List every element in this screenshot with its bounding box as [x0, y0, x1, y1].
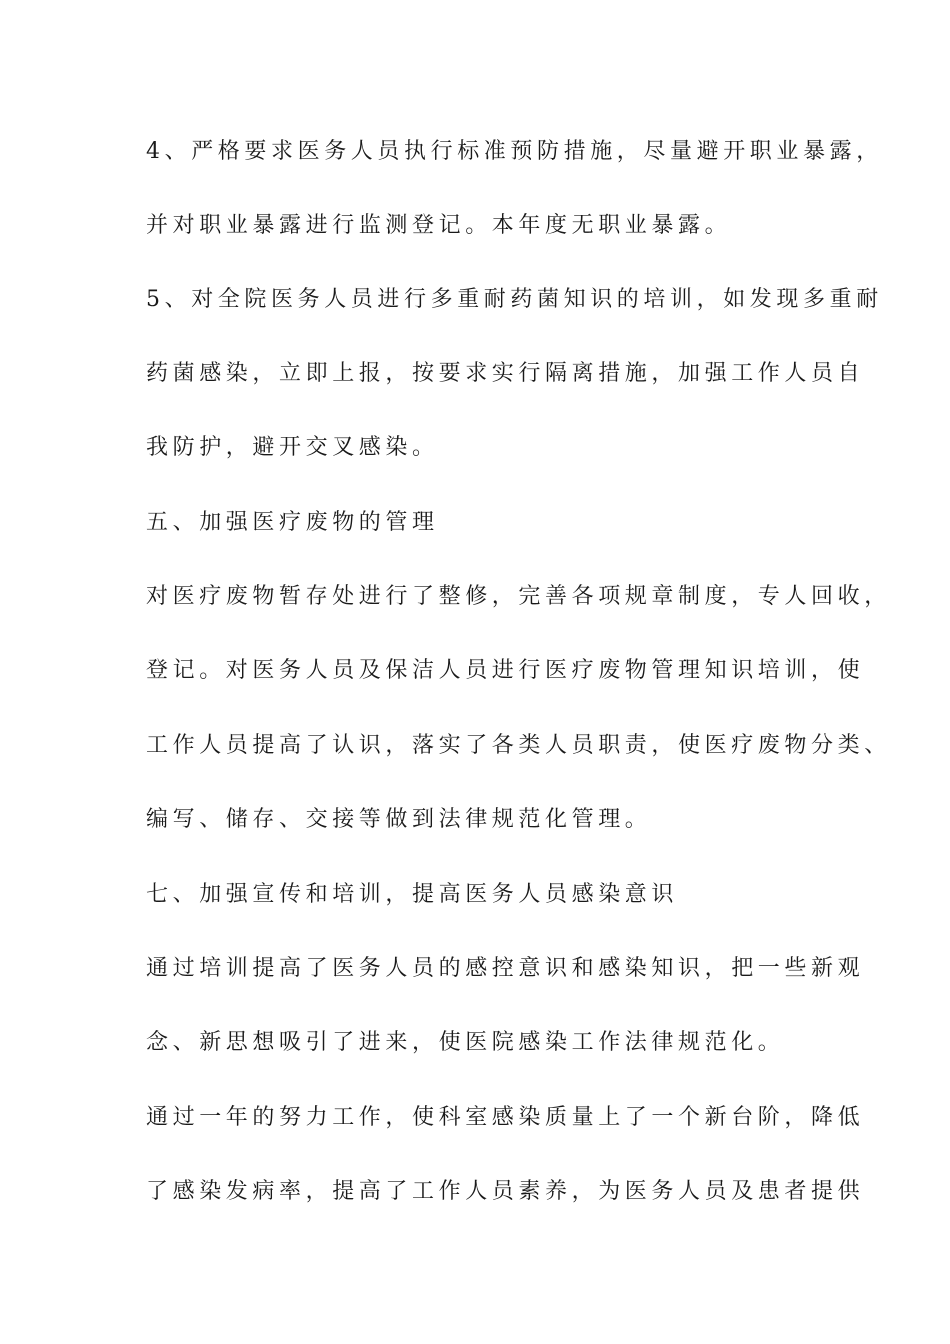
paragraph-line: 工作人员提高了认识，落实了各类人员职责，使医疗废物分类、 — [146, 733, 891, 758]
paragraph-line: 4、严格要求医务人员执行标准预防措施，尽量避开职业暴露， — [146, 139, 883, 164]
paragraph-line: 我防护，避开交叉感染。 — [146, 435, 439, 460]
paragraph-line: 通过一年的努力工作，使科室感染质量上了一个新台阶，降低 — [146, 1105, 865, 1130]
paragraph-line: 登记。对医务人员及保洁人员进行医疗废物管理知识培训，使 — [146, 658, 865, 683]
paragraph-line: 了感染发病率，提高了工作人员素养，为医务人员及患者提供 — [146, 1179, 865, 1204]
paragraph-line: 编写、储存、交接等做到法律规范化管理。 — [146, 807, 652, 832]
section-heading: 五、加强医疗废物的管理 — [146, 510, 439, 535]
paragraph-line: 5、对全院医务人员进行多重耐药菌知识的培训，如发现多重耐 — [146, 287, 883, 312]
paragraph-line: 对医疗废物暂存处进行了整修，完善各项规章制度，专人回收， — [146, 584, 891, 609]
paragraph-line: 并对职业暴露进行监测登记。本年度无职业暴露。 — [146, 213, 732, 238]
section-heading: 七、加强宣传和培训，提高医务人员感染意识 — [146, 882, 679, 907]
paragraph-line: 药菌感染，立即上报，按要求实行隔离措施，加强工作人员自 — [146, 361, 865, 386]
paragraph-line: 念、新思想吸引了进来，使医院感染工作法律规范化。 — [146, 1030, 785, 1055]
paragraph-line: 通过培训提高了医务人员的感控意识和感染知识，把一些新观 — [146, 956, 865, 981]
